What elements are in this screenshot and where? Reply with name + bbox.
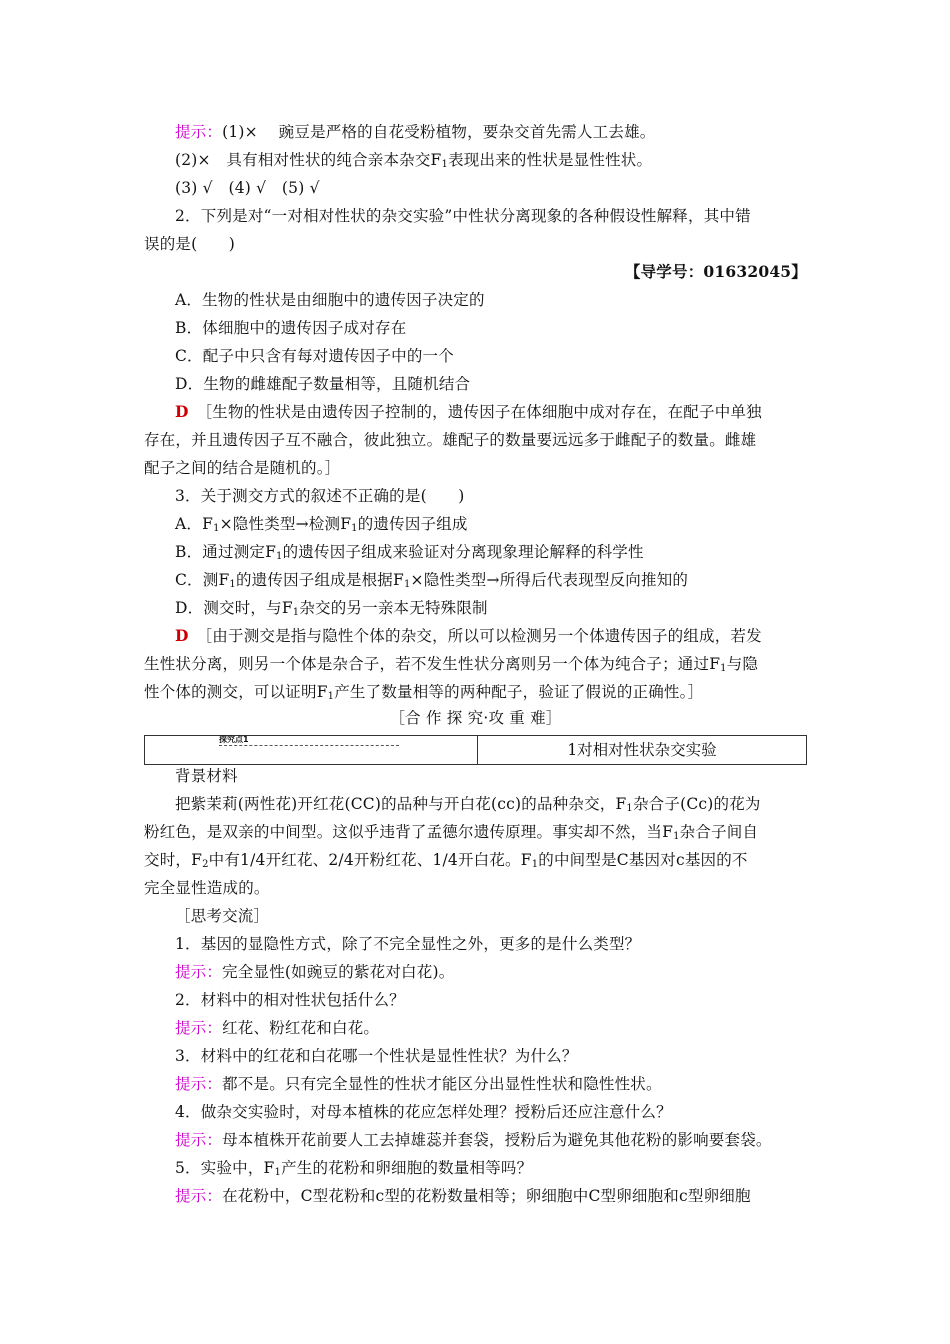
body-text: 把紫茉莉(两性花)开红花(CC)的品种与开白花(cc)的品种杂交，F — [175, 795, 627, 813]
hint-text: 母本植株开花前要人工去掉雄蕊并套袋，授粉后为避免其他花粉的影响要套袋。 — [222, 1131, 772, 1149]
discussion-q5 — [175, 1158, 532, 1178]
option-b: B．体细胞中的遗传因子成对存在 — [175, 319, 407, 337]
answer-2-line-3: 配子之间的结合是随机的。］ — [144, 459, 341, 477]
explanation-text: ［生物的性状是由遗传因子控制的，遗传因子在体细胞中成对存在，在配子中单独 — [204, 403, 762, 421]
subscript: 1 — [673, 831, 680, 842]
discussion-a5 — [175, 1186, 751, 1206]
hint-label: 提示： — [175, 963, 223, 981]
subscript: 1 — [351, 523, 358, 534]
hint-text: (2)× 具有相对性状的纯合亲本杂交F — [175, 151, 442, 169]
hint-text: (1)× 豌豆是严格的自花受粉植物，要杂交首先需人工去雄。 — [222, 123, 656, 141]
option-text: C．测F — [175, 571, 230, 589]
q3-option-d — [175, 598, 488, 618]
body-text: 交时，F — [144, 851, 203, 869]
subscript: 1 — [229, 579, 236, 590]
explanation-text: 性个体的测交，可以证明F — [144, 683, 328, 701]
answer-2-line-1 — [175, 402, 762, 422]
option-text: ×隐性类型→所得后代表现型反向推知的 — [410, 571, 689, 589]
hint-line-3: (3) √ (4) √ (5) √ — [175, 179, 320, 197]
option-a: A．生物的性状是由细胞中的遗传因子决定的 — [175, 291, 485, 309]
option-text: 的遗传因子组成来验证对分离现象理论解释的科学性 — [282, 543, 644, 561]
discussion-q1: 1．基因的显隐性方式，除了不完全显性之外，更多的是什么类型？ — [175, 935, 641, 953]
hint-text: 在花粉中，C型花粉和c型的花粉数量相等；卵细胞中C型卵细胞和c型卵细胞 — [222, 1187, 751, 1205]
explanation-text: ［由于测交是指与隐性个体的杂交，所以可以检测另一个体遗传因子的组成，若发 — [204, 627, 762, 645]
question-2-stem-cont: 误的是( ) — [144, 235, 235, 253]
subscript: 1 — [531, 859, 539, 870]
background-line-2 — [144, 822, 758, 842]
answer-2-line-2: 存在，并且遗传因子互不融合，彼此独立。雄配子的数量要远远多于雌配子的数量。雌雄 — [144, 431, 757, 449]
q3-option-c — [175, 570, 688, 590]
subscript: 1 — [403, 579, 411, 590]
subscript: 1 — [327, 691, 335, 702]
background-heading: 背景材料 — [175, 767, 238, 785]
background-line-3 — [144, 850, 748, 870]
hint-text: 表现出来的性状是显性性状。 — [448, 151, 653, 169]
discussion-a3 — [175, 1074, 662, 1094]
hint-label: 提示： — [175, 1019, 223, 1037]
explanation-text: 产生了数量相等的两种配子，验证了假说的正确性。］ — [334, 683, 704, 701]
answer-letter: D — [175, 626, 189, 645]
discussion-a1 — [175, 962, 454, 982]
q3-option-a — [175, 514, 468, 534]
hint-text: 完全显性(如豌豆的紫花对白花)。 — [222, 963, 455, 981]
probe-tag-cell — [145, 736, 478, 765]
hint-label: 提示： — [175, 123, 223, 141]
section-title: ［合 作 探 究·攻 重 难］ — [389, 709, 562, 727]
option-text: ×隐性类型→检测F — [219, 515, 352, 533]
question-text: 5．实验中，F — [175, 1159, 275, 1177]
subscript: 1 — [276, 551, 283, 562]
option-text: 杂交的另一亲本无特殊限制 — [299, 599, 488, 617]
body-text: 的中间型是C基因对c基因的不 — [538, 851, 748, 869]
option-c: C．配子中只含有每对遗传因子中的一个 — [175, 347, 454, 365]
question-text: 产生的花粉和卵细胞的数量相等吗？ — [281, 1159, 533, 1177]
option-text: 的遗传因子组成 — [357, 515, 468, 533]
answer-3-line-3 — [144, 682, 703, 702]
probe-title: 1对相对性状杂交实验 — [478, 736, 807, 765]
option-text: A．F — [175, 515, 214, 533]
subscript: 1 — [626, 803, 633, 814]
discussion-heading: ［思考交流］ — [175, 907, 270, 925]
hint-text: 红花、粉红花和白花。 — [222, 1019, 380, 1037]
option-text: 的遗传因子组成是根据F — [235, 571, 404, 589]
answer-3-line-1 — [175, 626, 762, 646]
subscript: 1 — [213, 523, 220, 534]
body-text: 中有1/4开红花、2/4开粉红花、1/4开白花。F — [208, 851, 532, 869]
answer-3-line-2 — [144, 654, 758, 674]
body-text: 粉红色，是双亲的中间型。这似乎违背了孟德尔遗传原理。事实却不然，当F — [144, 823, 674, 841]
hint-label: 提示： — [175, 1075, 223, 1093]
subscript: 1 — [274, 1167, 282, 1178]
subscript: 1 — [292, 607, 300, 618]
explanation-text: 与隐 — [726, 655, 759, 673]
hint-label: 提示： — [175, 1131, 223, 1149]
probe-table — [144, 735, 807, 765]
body-text: 杂合子(Cc)的花为 — [632, 795, 761, 813]
question-2-stem: 2．下列是对“一对相对性状的杂交实验”中性状分离现象的各种假设性解释，其中错 — [175, 207, 751, 225]
discussion-a2 — [175, 1018, 379, 1038]
hint-text: 都不是。只有完全显性的性状才能区分出显性性状和隐性性状。 — [222, 1075, 662, 1093]
discussion-a4 — [175, 1130, 772, 1150]
discussion-q4: 4．做杂交实验时，对母本植株的花应怎样处理？授粉后还应注意什么？ — [175, 1103, 672, 1121]
answer-letter: D — [175, 402, 189, 421]
option-text: D．测交时，与F — [175, 599, 293, 617]
question-3-stem: 3．关于测交方式的叙述不正确的是( ) — [175, 487, 465, 505]
explanation-text: 生性状分离，则另一个体是杂合子，若不发生性状分离则另一个体为纯合子；通过F — [144, 655, 721, 673]
body-text: 杂合子间自 — [679, 823, 759, 841]
subscript: 1 — [441, 159, 449, 170]
subscript: 2 — [202, 859, 209, 870]
probe-tag: 探究点1 — [219, 735, 399, 746]
option-text: B．通过测定F — [175, 543, 277, 561]
discussion-q2: 2．材料中的相对性状包括什么？ — [175, 991, 405, 1009]
background-line-4: 完全显性造成的。 — [144, 879, 270, 897]
subscript: 1 — [720, 663, 727, 674]
hint-line-1 — [175, 122, 655, 142]
hint-label: 提示： — [175, 1187, 223, 1205]
background-line-1 — [175, 794, 761, 814]
q3-option-b — [175, 542, 644, 562]
discussion-q3: 3．材料中的红花和白花哪一个性状是显性性状？为什么？ — [175, 1047, 578, 1065]
hint-line-2 — [175, 150, 652, 170]
option-d: D．生物的雌雄配子数量相等，且随机结合 — [175, 375, 471, 393]
guide-number: 【导学号：01632045】 — [624, 262, 807, 281]
